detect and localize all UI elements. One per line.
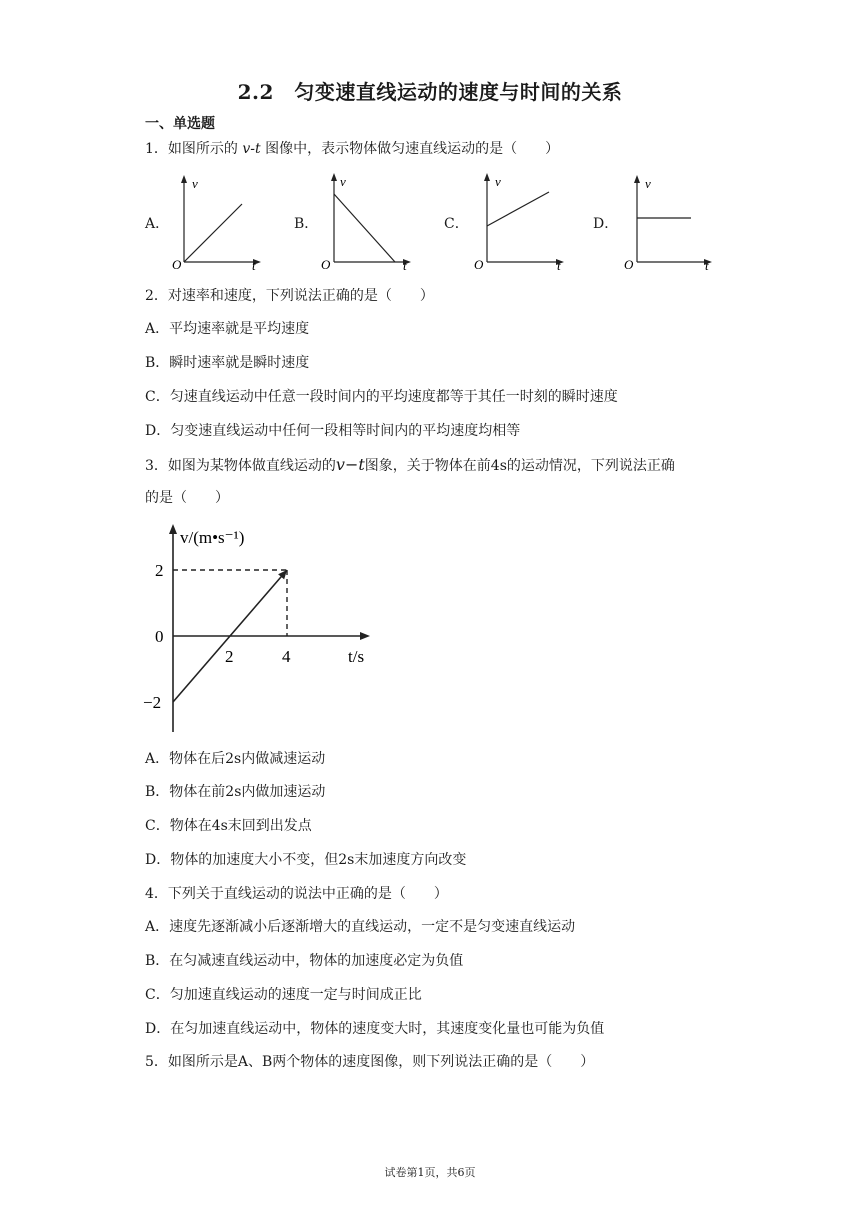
q3-y-tick-label: 0 [155,627,164,646]
q3-stem-line2: 的是（ ） [145,490,229,506]
q1-option-d-label[interactable]: D． [593,216,619,232]
q3-y-axis-label: v/(m•s⁻¹) [180,528,245,547]
q3-stem: 3．如图为某物体做直线运动的v−t图象，关于物体在前4s的运动情况，下列说法正确 [145,455,675,474]
q1-graph-b-line [334,194,395,262]
q1-graph-b-origin: O [321,257,331,272]
q1-graph-c-y-label: v [495,174,501,189]
q1-graph-b-x-label: t [403,258,407,272]
q1-graph-d-origin: O [624,257,634,272]
q1-graph-a-y-label: v [192,176,198,191]
q3-x-axis-arrow [360,632,370,640]
q1-stem: 1．如图所示的 v-t 图像中，表示物体做匀速直线运动的是（ ） [145,141,560,157]
q2-option-b[interactable]: B．瞬时速率就是瞬时速度 [145,355,310,371]
q1-graph-c-line [487,192,549,226]
q2-stem: 2．对速率和速度，下列说法正确的是（ ） [145,288,434,304]
q4-option-a[interactable]: A．速度先逐渐减小后逐渐增大的直线运动，一定不是匀变速直线运动 [145,919,576,935]
q3-chart-axes [169,524,370,732]
q3-y-axis-arrow [169,524,177,534]
q1-graph-d [621,172,721,272]
q4-option-b[interactable]: B．在匀减速直线运动中，物体的加速度必定为负值 [145,953,464,969]
q1-graph-c [471,170,571,272]
q1-graph-b-y-label: v [340,174,346,189]
q3-option-b[interactable]: B．物体在前2s内做加速运动 [145,784,326,800]
q2-option-c[interactable]: C．匀速直线运动中任意一段时间内的平均速度都等于其任一时刻的瞬时速度 [145,389,618,405]
q1-graph-a [168,172,268,272]
q4-stem: 4．下列关于直线运动的说法中正确的是（ ） [145,886,448,902]
q1-graph-a-x-label: t [252,258,256,272]
q1-option-c-label[interactable]: C． [444,216,469,232]
q1-graph-c-x-label: t [557,258,561,272]
q1-graph-d-y-label: v [645,176,651,191]
q2-option-a[interactable]: A．平均速率就是平均速度 [145,321,310,337]
page-footer: 试卷第1页，共6页 [384,1166,476,1179]
q1-graph-d-x-label: t [705,258,709,272]
q3-y-tick-label: 2 [155,561,164,580]
q3-vt-chart [140,518,390,740]
q3-x-tick-label: 2 [225,647,234,666]
q3-y-tick-label: −2 [143,693,162,712]
q5-stem: 5．如图所示是A、B两个物体的速度图像，则下列说法正确的是（ ） [145,1054,595,1070]
q1-option-b-label[interactable]: B． [294,216,319,232]
q1-graph-a-origin: O [172,257,182,272]
q3-x-tick-label: 4 [282,647,291,666]
q1-option-a-label[interactable]: A． [145,216,170,232]
q1-graph-a-line [184,204,242,262]
q3-option-d[interactable]: D．物体的加速度大小不变，但2s末加速度方向改变 [145,852,467,868]
section-heading: 一、单选题 [145,116,215,132]
q2-option-d[interactable]: D．匀变速直线运动中任何一段相等时间内的平均速度均相等 [145,423,521,439]
q3-option-a[interactable]: A．物体在后2s内做减速运动 [145,751,326,767]
page-title: 2.2 匀变速直线运动的速度与时间的关系 [237,80,623,104]
q3-x-axis-label: t/s [348,647,365,666]
q4-option-d[interactable]: D．在匀加速直线运动中，物体的速度变大时，其速度变化量也可能为负值 [145,1021,605,1037]
q4-option-c[interactable]: C．匀加速直线运动的速度一定与时间成正比 [145,987,422,1003]
q3-option-c[interactable]: C．物体在4s末回到出发点 [145,818,312,834]
q1-graph-c-origin: O [474,257,484,272]
q3-stem-variable: v−t [335,455,365,474]
q1-graph-b [318,170,418,272]
q1-stem-variable: v-t [242,141,261,157]
